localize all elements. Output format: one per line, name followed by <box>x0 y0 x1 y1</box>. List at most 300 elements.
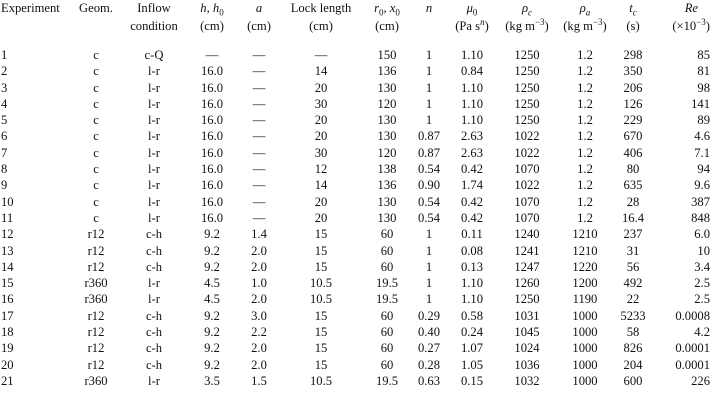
header-row-2 <box>0 18 712 38</box>
cell-rhoc: 1024 <box>514 341 540 356</box>
cell-exp: 5 <box>1 113 8 128</box>
cell-inflow: c-h <box>145 341 163 356</box>
cell-lock: 15 <box>314 243 328 258</box>
cell-h: — <box>205 48 219 62</box>
cell-inflow: c-h <box>145 227 163 242</box>
cell-exp: 1 <box>1 48 8 62</box>
table-row <box>0 128 712 144</box>
cell-n: 0.40 <box>417 325 441 340</box>
table-row <box>0 275 712 291</box>
header-experiment: Experiment <box>1 1 60 15</box>
cell-rhoc: 1070 <box>514 210 540 225</box>
cell-geom: r360 <box>84 292 108 307</box>
cell-exp: 12 <box>1 227 14 242</box>
cell-rhoa: 1.2 <box>577 194 593 209</box>
header-re-unit: $(\times 10^{-3})$ <box>672 16 710 33</box>
cell-h: 16.0 <box>200 64 224 79</box>
cell-a: 2.0 <box>251 341 267 356</box>
cell-r: 150 <box>377 48 397 62</box>
cell-inflow: l-r <box>148 210 160 225</box>
cell-n: 1 <box>425 48 433 62</box>
cell-h: 16.0 <box>200 129 224 144</box>
cell-mu: 0.08 <box>460 243 484 258</box>
cell-re: 4.6 <box>694 129 710 144</box>
cell-re: 0.0001 <box>675 357 710 372</box>
cell-geom: r12 <box>87 259 105 274</box>
cell-rhoa: 1.2 <box>577 129 593 144</box>
cell-lock: 20 <box>314 129 328 144</box>
cell-a: — <box>252 162 266 177</box>
cell-inflow: c-h <box>145 243 163 258</box>
cell-rhoa: 1000 <box>572 373 598 388</box>
table-row <box>0 112 712 128</box>
cell-exp: 10 <box>1 194 14 209</box>
cell-r: 60 <box>380 341 394 356</box>
table-row <box>0 357 712 373</box>
cell-rhoc: 1250 <box>514 48 540 62</box>
cell-rhoc: 1031 <box>514 308 540 323</box>
cell-inflow: c-h <box>145 308 163 323</box>
cell-geom: c <box>93 96 99 111</box>
cell-n: 0.28 <box>417 357 441 372</box>
cell-re: 2.5 <box>694 292 710 307</box>
cell-lock: 15 <box>314 325 328 340</box>
table-row <box>0 291 712 307</box>
table-header <box>0 0 712 38</box>
cell-mu: 1.10 <box>460 96 484 111</box>
cell-tc: 298 <box>623 48 643 62</box>
cell-n: 1 <box>425 259 433 274</box>
cell-exp: 9 <box>1 178 8 193</box>
cell-r: 60 <box>380 357 394 372</box>
cell-re: 226 <box>691 373 710 388</box>
cell-geom: r12 <box>87 308 105 323</box>
cell-n: 0.29 <box>417 308 441 323</box>
cell-rhoa: 1210 <box>572 227 598 242</box>
table-row <box>0 226 712 242</box>
cell-rhoc: 1247 <box>514 259 540 274</box>
cell-a: — <box>252 96 266 111</box>
cell-lock: 20 <box>314 80 328 95</box>
cell-re: 387 <box>691 194 710 209</box>
cell-lock: 14 <box>314 178 328 193</box>
cell-h: 9.2 <box>204 259 220 274</box>
cell-mu: 0.58 <box>460 308 484 323</box>
cell-tc: 31 <box>626 243 640 258</box>
header-h-unit: (cm) <box>200 19 224 33</box>
cell-exp: 20 <box>1 357 14 372</box>
cell-lock: 14 <box>314 64 328 79</box>
header-rhoc-unit: (kg $m^{-3}$) <box>505 16 549 33</box>
cell-rhoa: 1.2 <box>577 210 593 225</box>
cell-lock: 15 <box>314 357 328 372</box>
cell-re: 89 <box>697 113 710 128</box>
table-row <box>0 63 712 79</box>
header-a-unit: (cm) <box>247 19 271 33</box>
cell-h: 9.2 <box>204 357 220 372</box>
cell-n: 1 <box>425 80 433 95</box>
cell-r: 138 <box>377 162 397 177</box>
cell-h: 16.0 <box>200 80 224 95</box>
cell-re: 848 <box>691 210 710 225</box>
cell-rhoc: 1022 <box>514 145 540 160</box>
cell-r: 60 <box>380 259 394 274</box>
cell-mu: 2.63 <box>460 145 484 160</box>
cell-lock: 15 <box>314 259 328 274</box>
cell-n: 0.87 <box>417 145 441 160</box>
cell-tc: 56 <box>626 259 640 274</box>
header-geometry: Geom. <box>79 1 113 15</box>
cell-rhoa: 1210 <box>572 243 598 258</box>
cell-h: 16.0 <box>200 178 224 193</box>
cell-tc: 237 <box>623 227 643 242</box>
cell-inflow: l-r <box>148 292 160 307</box>
cell-lock: 15 <box>314 227 328 242</box>
cell-exp: 2 <box>1 64 8 79</box>
cell-h: 9.2 <box>204 227 220 242</box>
cell-r: 130 <box>377 80 397 95</box>
cell-tc: 80 <box>626 162 640 177</box>
cell-a: — <box>252 48 266 62</box>
table-row <box>0 177 712 193</box>
cell-rhoc: 1241 <box>514 243 540 258</box>
header-h: h, $h_0$ <box>200 1 224 18</box>
cell-rhoa: 1.2 <box>577 64 593 79</box>
header-r0-x0: $r_0$, $x_0$ <box>374 1 400 18</box>
cell-rhoc: 1250 <box>514 292 540 307</box>
cell-n: 0.54 <box>417 210 441 225</box>
cell-h: 16.0 <box>200 96 224 111</box>
cell-r: 130 <box>377 113 397 128</box>
cell-rhoc: 1250 <box>514 80 540 95</box>
cell-mu: 0.24 <box>460 325 484 340</box>
cell-rhoc: 1036 <box>514 357 540 372</box>
cell-re: 6.0 <box>694 227 710 242</box>
header-mu0: $\mu_0$ <box>466 1 478 18</box>
cell-a: — <box>252 80 266 95</box>
cell-h: 16.0 <box>200 145 224 160</box>
cell-n: 1 <box>425 243 433 258</box>
cell-r: 136 <box>377 178 397 193</box>
cell-rhoc: 1250 <box>514 96 540 111</box>
cell-h: 9.2 <box>204 308 220 323</box>
cell-n: 1 <box>425 96 433 111</box>
cell-r: 60 <box>380 227 394 242</box>
cell-inflow: l-r <box>148 96 160 111</box>
cell-r: 60 <box>380 308 394 323</box>
header-inflow-sub: condition <box>130 19 178 33</box>
header-rho-a: $\rho_a$ <box>579 1 591 18</box>
cell-mu: 1.10 <box>460 48 484 62</box>
cell-exp: 6 <box>1 129 8 144</box>
cell-a: 1.5 <box>251 373 267 388</box>
cell-r: 60 <box>380 325 394 340</box>
cell-exp: 17 <box>1 308 14 323</box>
cell-tc: 826 <box>623 341 643 356</box>
cell-geom: c <box>93 113 99 128</box>
cell-rhoc: 1045 <box>514 325 540 340</box>
cell-mu: 0.11 <box>461 227 483 242</box>
table-row <box>0 308 712 324</box>
cell-lock: 15 <box>314 308 328 323</box>
cell-lock: 20 <box>314 194 328 209</box>
cell-tc: 204 <box>623 357 643 372</box>
cell-tc: 406 <box>623 145 643 160</box>
header-r-unit: (cm) <box>375 19 399 33</box>
header-tc: $t_c$ <box>629 1 637 18</box>
cell-a: — <box>252 194 266 209</box>
header-rho-c: $\rho_c$ <box>521 1 533 18</box>
table-row <box>0 96 712 112</box>
cell-exp: 11 <box>1 210 14 225</box>
cell-exp: 8 <box>1 162 8 177</box>
cell-re: 0.0008 <box>675 308 710 323</box>
cell-rhoa: 1.2 <box>577 113 593 128</box>
cell-re: 7.1 <box>694 145 710 160</box>
cell-a: 2.2 <box>251 325 267 340</box>
cell-a: 1.0 <box>251 276 267 291</box>
cell-r: 60 <box>380 243 394 258</box>
table-body <box>0 38 712 389</box>
cell-a: 2.0 <box>251 243 267 258</box>
cell-tc: 229 <box>623 113 643 128</box>
header-rhoa-unit: (kg $m^{-3}$) <box>563 16 607 33</box>
cell-lock: 20 <box>314 113 328 128</box>
cell-a: 3.0 <box>251 308 267 323</box>
table-row <box>0 259 712 275</box>
cell-exp: 4 <box>1 96 8 111</box>
cell-geom: r12 <box>87 357 105 372</box>
cell-inflow: c-h <box>145 259 163 274</box>
cell-geom: c <box>93 80 99 95</box>
header-mu-unit: (Pa $s^n$) <box>455 16 489 33</box>
cell-inflow: l-r <box>148 276 160 291</box>
cell-rhoc: 1022 <box>514 178 540 193</box>
cell-tc: 16.4 <box>621 210 645 225</box>
cell-rhoc: 1022 <box>514 129 540 144</box>
cell-lock: 30 <box>314 145 328 160</box>
cell-h: 9.2 <box>204 243 220 258</box>
cell-mu: 0.84 <box>460 64 484 79</box>
cell-inflow: l-r <box>148 129 160 144</box>
cell-inflow: l-r <box>148 64 160 79</box>
cell-rhoc: 1240 <box>514 227 540 242</box>
cell-tc: 350 <box>623 64 643 79</box>
cell-inflow: l-r <box>148 113 160 128</box>
cell-re: 3.4 <box>694 259 710 274</box>
cell-geom: r360 <box>84 276 108 291</box>
cell-geom: r12 <box>87 227 105 242</box>
cell-tc: 492 <box>623 276 643 291</box>
cell-exp: 15 <box>1 276 14 291</box>
cell-h: 16.0 <box>200 113 224 128</box>
cell-rhoc: 1032 <box>514 373 540 388</box>
table-row <box>0 194 712 210</box>
cell-geom: c <box>93 162 99 177</box>
cell-r: 120 <box>377 96 397 111</box>
cell-lock: 12 <box>314 162 328 177</box>
cell-inflow: l-r <box>148 178 160 193</box>
table-row <box>0 47 712 63</box>
cell-re: 81 <box>697 64 710 79</box>
cell-rhoc: 1250 <box>514 64 540 79</box>
cell-geom: c <box>93 129 99 144</box>
cell-geom: c <box>93 48 99 62</box>
cell-rhoc: 1250 <box>514 113 540 128</box>
cell-lock: 20 <box>314 210 328 225</box>
cell-re: 2.5 <box>694 276 710 291</box>
cell-mu: 1.05 <box>460 357 484 372</box>
cell-tc: 206 <box>623 80 643 95</box>
cell-rhoa: 1.2 <box>577 145 593 160</box>
cell-inflow: l-r <box>148 194 160 209</box>
cell-lock: — <box>314 48 328 62</box>
cell-h: 16.0 <box>200 162 224 177</box>
table-row <box>0 161 712 177</box>
cell-lock: 15 <box>314 341 328 356</box>
cell-a: 2.0 <box>251 357 267 372</box>
cell-mu: 1.10 <box>460 113 484 128</box>
cell-mu: 0.42 <box>460 210 484 225</box>
cell-rhoa: 1000 <box>572 341 598 356</box>
cell-inflow: l-r <box>148 373 160 388</box>
cell-n: 0.63 <box>417 373 441 388</box>
cell-a: — <box>252 145 266 160</box>
cell-n: 1 <box>425 276 433 291</box>
header-inflow: Inflow <box>137 1 171 15</box>
cell-geom: r12 <box>87 243 105 258</box>
cell-r: 136 <box>377 64 397 79</box>
cell-h: 16.0 <box>200 194 224 209</box>
cell-exp: 19 <box>1 341 14 356</box>
cell-r: 120 <box>377 145 397 160</box>
cell-a: 2.0 <box>251 259 267 274</box>
cell-geom: c <box>93 194 99 209</box>
cell-inflow: c-Q <box>144 48 164 62</box>
cell-n: 0.54 <box>417 194 441 209</box>
table-row <box>0 80 712 96</box>
cell-r: 19.5 <box>375 292 399 307</box>
cell-n: 1 <box>425 113 433 128</box>
cell-exp: 3 <box>1 80 8 95</box>
cell-r: 130 <box>377 194 397 209</box>
cell-mu: 1.74 <box>460 178 484 193</box>
cell-h: 3.5 <box>204 373 220 388</box>
cell-n: 1 <box>425 292 433 307</box>
cell-geom: c <box>93 64 99 79</box>
cell-r: 19.5 <box>375 276 399 291</box>
cell-re: 141 <box>691 96 710 111</box>
cell-rhoc: 1070 <box>514 194 540 209</box>
cell-n: 0.90 <box>417 178 441 193</box>
cell-exp: 13 <box>1 243 14 258</box>
cell-mu: 0.42 <box>460 162 484 177</box>
cell-re: 85 <box>697 48 710 62</box>
cell-mu: 0.15 <box>460 373 484 388</box>
cell-h: 9.2 <box>204 325 220 340</box>
cell-rhoc: 1070 <box>514 162 540 177</box>
table-row <box>0 373 712 389</box>
cell-tc: 5233 <box>620 308 646 323</box>
table-row <box>0 145 712 161</box>
cell-rhoa: 1000 <box>572 325 598 340</box>
cell-tc: 670 <box>623 129 643 144</box>
cell-n: 1 <box>425 64 433 79</box>
table-row <box>0 243 712 259</box>
cell-mu: 2.63 <box>460 129 484 144</box>
cell-h: 9.2 <box>204 341 220 356</box>
cell-r: 19.5 <box>375 373 399 388</box>
cell-h: 4.5 <box>204 276 220 291</box>
cell-re: 98 <box>697 80 710 95</box>
cell-a: — <box>252 210 266 225</box>
cell-rhoa: 1220 <box>572 259 598 274</box>
cell-tc: 58 <box>626 325 640 340</box>
cell-n: 1 <box>425 227 433 242</box>
cell-re: 4.2 <box>694 325 710 340</box>
cell-lock: 10.5 <box>309 373 333 388</box>
header-re: Re <box>684 1 698 15</box>
cell-a: — <box>252 178 266 193</box>
cell-geom: r360 <box>84 373 108 388</box>
cell-rhoa: 1.2 <box>577 178 593 193</box>
cell-exp: 18 <box>1 325 14 340</box>
cell-mu: 1.10 <box>460 276 484 291</box>
cell-inflow: c-h <box>145 357 163 372</box>
cell-re: 0.0001 <box>675 341 710 356</box>
cell-mu: 0.13 <box>460 259 484 274</box>
cell-exp: 7 <box>1 145 8 160</box>
cell-lock: 30 <box>314 96 328 111</box>
cell-geom: r12 <box>87 341 105 356</box>
header-tc-unit: (s) <box>626 19 640 33</box>
cell-a: 1.4 <box>251 227 267 242</box>
cell-mu: 1.10 <box>460 80 484 95</box>
cell-inflow: l-r <box>148 162 160 177</box>
cell-r: 130 <box>377 129 397 144</box>
cell-exp: 21 <box>1 373 14 388</box>
header-lock-unit: (cm) <box>309 19 333 33</box>
header-a: a <box>255 1 263 15</box>
cell-mu: 1.10 <box>460 292 484 307</box>
header-row-1 <box>0 0 712 18</box>
cell-inflow: l-r <box>148 145 160 160</box>
cell-exp: 16 <box>1 292 14 307</box>
cell-exp: 14 <box>1 259 14 274</box>
cell-n: 0.54 <box>417 162 441 177</box>
cell-rhoa: 1.2 <box>577 162 593 177</box>
cell-mu: 1.07 <box>460 341 484 356</box>
cell-inflow: l-r <box>148 80 160 95</box>
cell-geom: c <box>93 178 99 193</box>
cell-rhoa: 1200 <box>572 276 598 291</box>
cell-re: 94 <box>697 162 710 177</box>
cell-geom: c <box>93 210 99 225</box>
cell-mu: 0.42 <box>460 194 484 209</box>
cell-lock: 10.5 <box>309 292 333 307</box>
table-row <box>0 340 712 356</box>
cell-n: 0.27 <box>417 341 441 356</box>
cell-h: 4.5 <box>204 292 220 307</box>
cell-a: — <box>252 64 266 79</box>
cell-tc: 600 <box>623 373 643 388</box>
header-n: n <box>425 1 433 15</box>
cell-r: 130 <box>377 210 397 225</box>
cell-a: 2.0 <box>251 292 267 307</box>
cell-lock: 10.5 <box>309 276 333 291</box>
cell-h: 16.0 <box>200 210 224 225</box>
cell-tc: 635 <box>623 178 643 193</box>
